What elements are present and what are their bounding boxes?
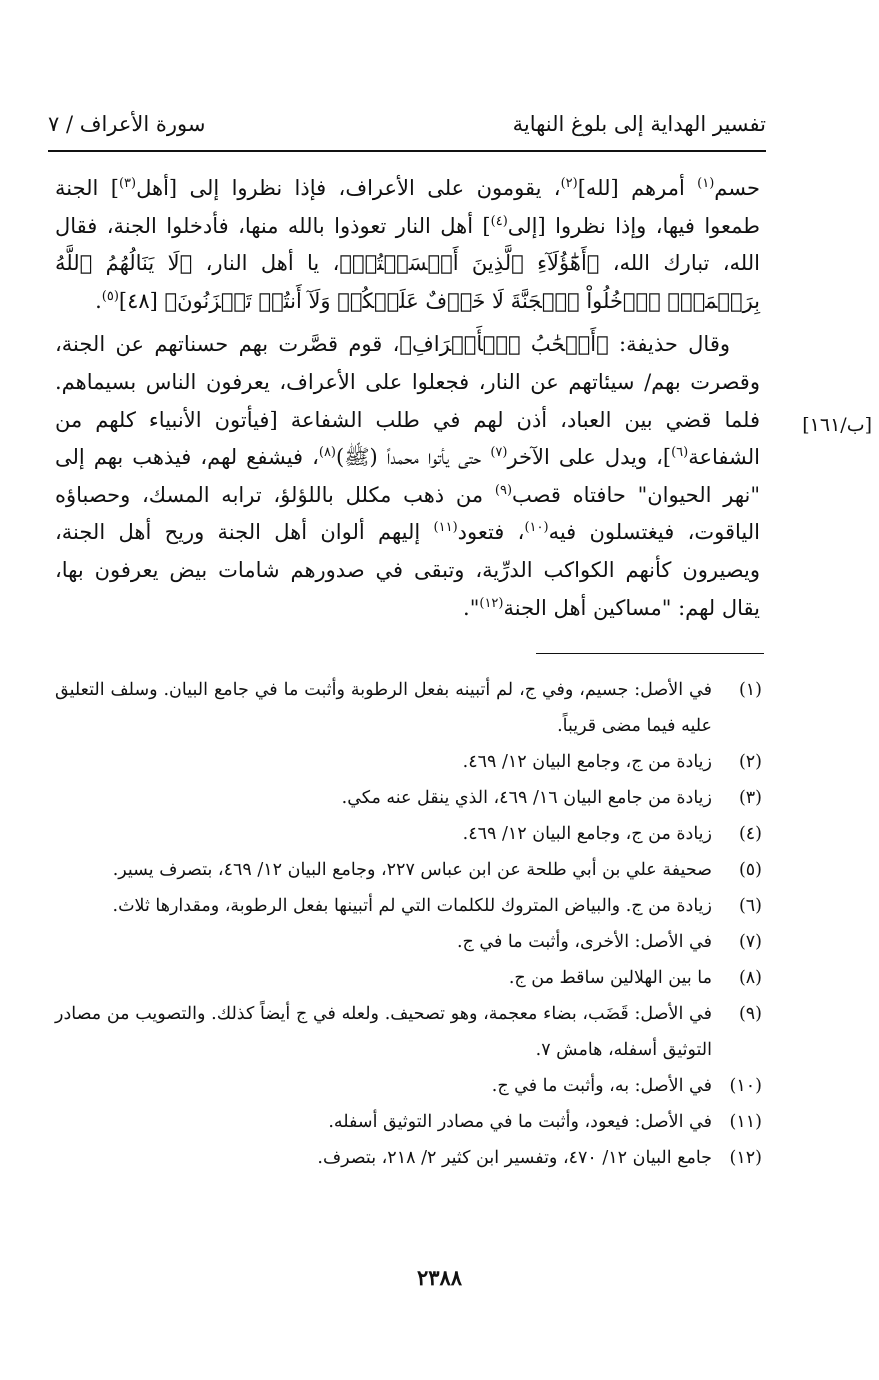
footnote-item — [55, 744, 762, 780]
footnote-text: زيادة من جامع البيان ١٦/ ٤٦٩، الذي ينقل عنه مكي. — [341, 788, 712, 808]
footnote-item — [55, 1140, 762, 1176]
footnote-text: في الأصل: جسيم، وفي ج، لم أتبينه بفعل الرطوبة وأثبت ما في جامع البيان. وسلف التعليق عليه فيما مضى قريباً. — [55, 680, 712, 736]
footnote-item — [55, 960, 762, 996]
paragraph-2 — [55, 326, 760, 627]
footnote-item — [55, 924, 762, 960]
text-run: ، يقومون على الأعراف، فإذا نظروا إلى [أهل — [136, 176, 561, 200]
footnote-text: في الأصل: قَضَب، بضاء معجمة، وهو تصحيف. ولعله في ج أيضاً كذلك. والتصويب من مصادر التوثيق أسفله، هامش ٧. — [55, 1004, 712, 1060]
footnote-text: في الأصل: الأخرى، وأثبت ما في ج. — [456, 932, 712, 952]
footnotes — [55, 672, 762, 1176]
page-number: ٢٣٨٨ — [416, 1265, 463, 1290]
manuscript-folio-marker: [ب/١٦١] — [802, 414, 872, 436]
footnote-number: (١٠) — [729, 1076, 762, 1096]
footnote-item — [55, 996, 762, 1068]
text-run: من ذهب مكلل باللؤلؤ، ترابه المسك، وحصباؤه الياقوت، فيغتسلون فيه — [55, 482, 760, 545]
footnote-number: (٦) — [738, 896, 762, 916]
footnote-item — [55, 852, 762, 888]
footnote-reference[interactable]: (١) — [697, 176, 715, 191]
footnote-item — [55, 816, 762, 852]
running-header — [48, 104, 766, 144]
footnote-text: زيادة من ج. والبياض المتروك للكلمات التي لم أتبينها بفعل الرطوبة، ومقدارها ثلاث. — [112, 896, 712, 916]
text-run: ] الجنة طمعوا فيها، وإذا نظروا [إلى — [55, 176, 760, 238]
footnote-reference[interactable]: (٧) — [490, 445, 508, 461]
footnote-reference[interactable]: (٩) — [494, 482, 513, 498]
footnote-text: زيادة من ج، وجامع البيان ١٢/ ٤٦٩. — [462, 824, 712, 844]
footnote-text: جامع البيان ١٢/ ٤٧٠، وتفسير ابن كثير ٢/ ٢١٨، بتصرف. — [317, 1148, 712, 1168]
text-run: ] أهل النار تعوذوا بالله منها، فأدخلوا الجنة، فقال الله، تبارك الله، ﴿أَهَٰٓؤُلَآءِ ٱلَّذِينَ أَقۡسَمۡتُمۡ﴾، يا أهل النار، ﴿لَا يَنَالُهُمُ ٱللَّهُ بِرَحۡمَةٍۚ ٱدۡخُلُواْ ٱلۡجَنَّةَ لَا خَوۡفٌ عَلَيۡكُمۡ وَلَآ أَنتُمۡ تَحۡزَنُونَ﴾ [٤٨] — [55, 213, 760, 313]
main-text — [55, 170, 760, 627]
text-run: حسم — [714, 176, 760, 200]
text-run: وقال حذيفة: ﴿أَصۡحَٰبُ ٱلۡأَعۡرَافِ﴾، قوم قصَّرت بهم حسناتهم عن الجنة، وقصرت بهم/ سيئاتهم عن النار، فجعلوا على الأعراف، يعرفون الناس بسيماهم. فلما قضي بين العباد، أذن لهم في طلب الشفاعة [فيأتون الأنبياء كلهم من الشفاعة — [55, 332, 760, 470]
footnote-number: (٢) — [738, 752, 762, 772]
header-divider — [48, 150, 766, 152]
paragraph-1 — [55, 170, 760, 320]
footnote-text: صحيفة علي بن أبي طلحة عن ابن عباس ٢٢٧، وجامع البيان ١٢/ ٤٦٩، بتصرف يسير. — [112, 860, 712, 880]
footnote-item — [55, 672, 762, 744]
footnote-reference[interactable]: (٥) — [101, 288, 119, 304]
footnote-number: (١١) — [729, 1112, 762, 1132]
footnote-reference[interactable]: (١٢) — [479, 595, 504, 611]
footnote-item — [55, 780, 762, 816]
footnote-reference[interactable]: (١١) — [433, 520, 458, 536]
footnote-number: (٧) — [738, 932, 762, 952]
footnote-divider — [536, 653, 764, 654]
footnote-item — [55, 1104, 762, 1140]
text-run: ، فيشفع لهم، فيذهب بهم إلى "نهر الحيوان" حافتاه قصب — [55, 445, 760, 507]
footnote-reference[interactable]: (٦) — [671, 445, 689, 461]
footnote-item — [55, 888, 762, 924]
footnote-reference[interactable]: (٢) — [560, 176, 578, 191]
footnote-number: (٥) — [738, 860, 762, 880]
footnote-text: في الأصل: به، وأثبت ما في ج. — [491, 1076, 712, 1096]
footnote-item — [55, 1068, 762, 1104]
footnote-number: (٣) — [738, 788, 762, 808]
footnote-number: (٨) — [738, 968, 762, 988]
footnote-number: (٤) — [738, 824, 762, 844]
text-run: . — [95, 288, 102, 313]
footnote-reference[interactable]: (٤) — [490, 213, 508, 229]
text-run: ". — [463, 595, 480, 620]
footnote-number: (١٢) — [729, 1148, 762, 1168]
footnote-number: (٩) — [738, 1004, 762, 1024]
footnote-reference[interactable]: (٨) — [318, 445, 336, 461]
text-run: ، فتعود — [457, 520, 525, 545]
footnote-text: في الأصل: فيعود، وأثبت ما في مصادر التوثيق أسفله. — [328, 1112, 712, 1132]
surah-title: سورة الأعراف / ٧ — [48, 112, 206, 136]
footnote-number: (١) — [738, 680, 762, 700]
text-run: ]، ويدل على الآخر — [507, 445, 672, 470]
text-run: أمرهم [لله] — [577, 176, 698, 200]
text-run: إليهم ألوان أهل الجنة وريح أهل الجنة، ويصيرون كأنهم الكواكب الدرِّية، وتبقى في صدورهم شامات بيض يعرفون بها، يقال لهم: "مساكين أهل الجنة — [55, 520, 760, 620]
footnote-text: ما بين الهلالين ساقط من ج. — [508, 968, 712, 988]
footnote-text: زيادة من ج، وجامع البيان ١٢/ ٤٦٩. — [462, 752, 712, 772]
footnote-reference[interactable]: (١٠) — [524, 520, 549, 536]
text-run: حتى يأتوا محمداً (ﷺ) — [336, 445, 491, 470]
footnote-reference[interactable]: (٣) — [118, 176, 137, 191]
book-title: تفسير الهداية إلى بلوغ النهاية — [512, 112, 766, 136]
